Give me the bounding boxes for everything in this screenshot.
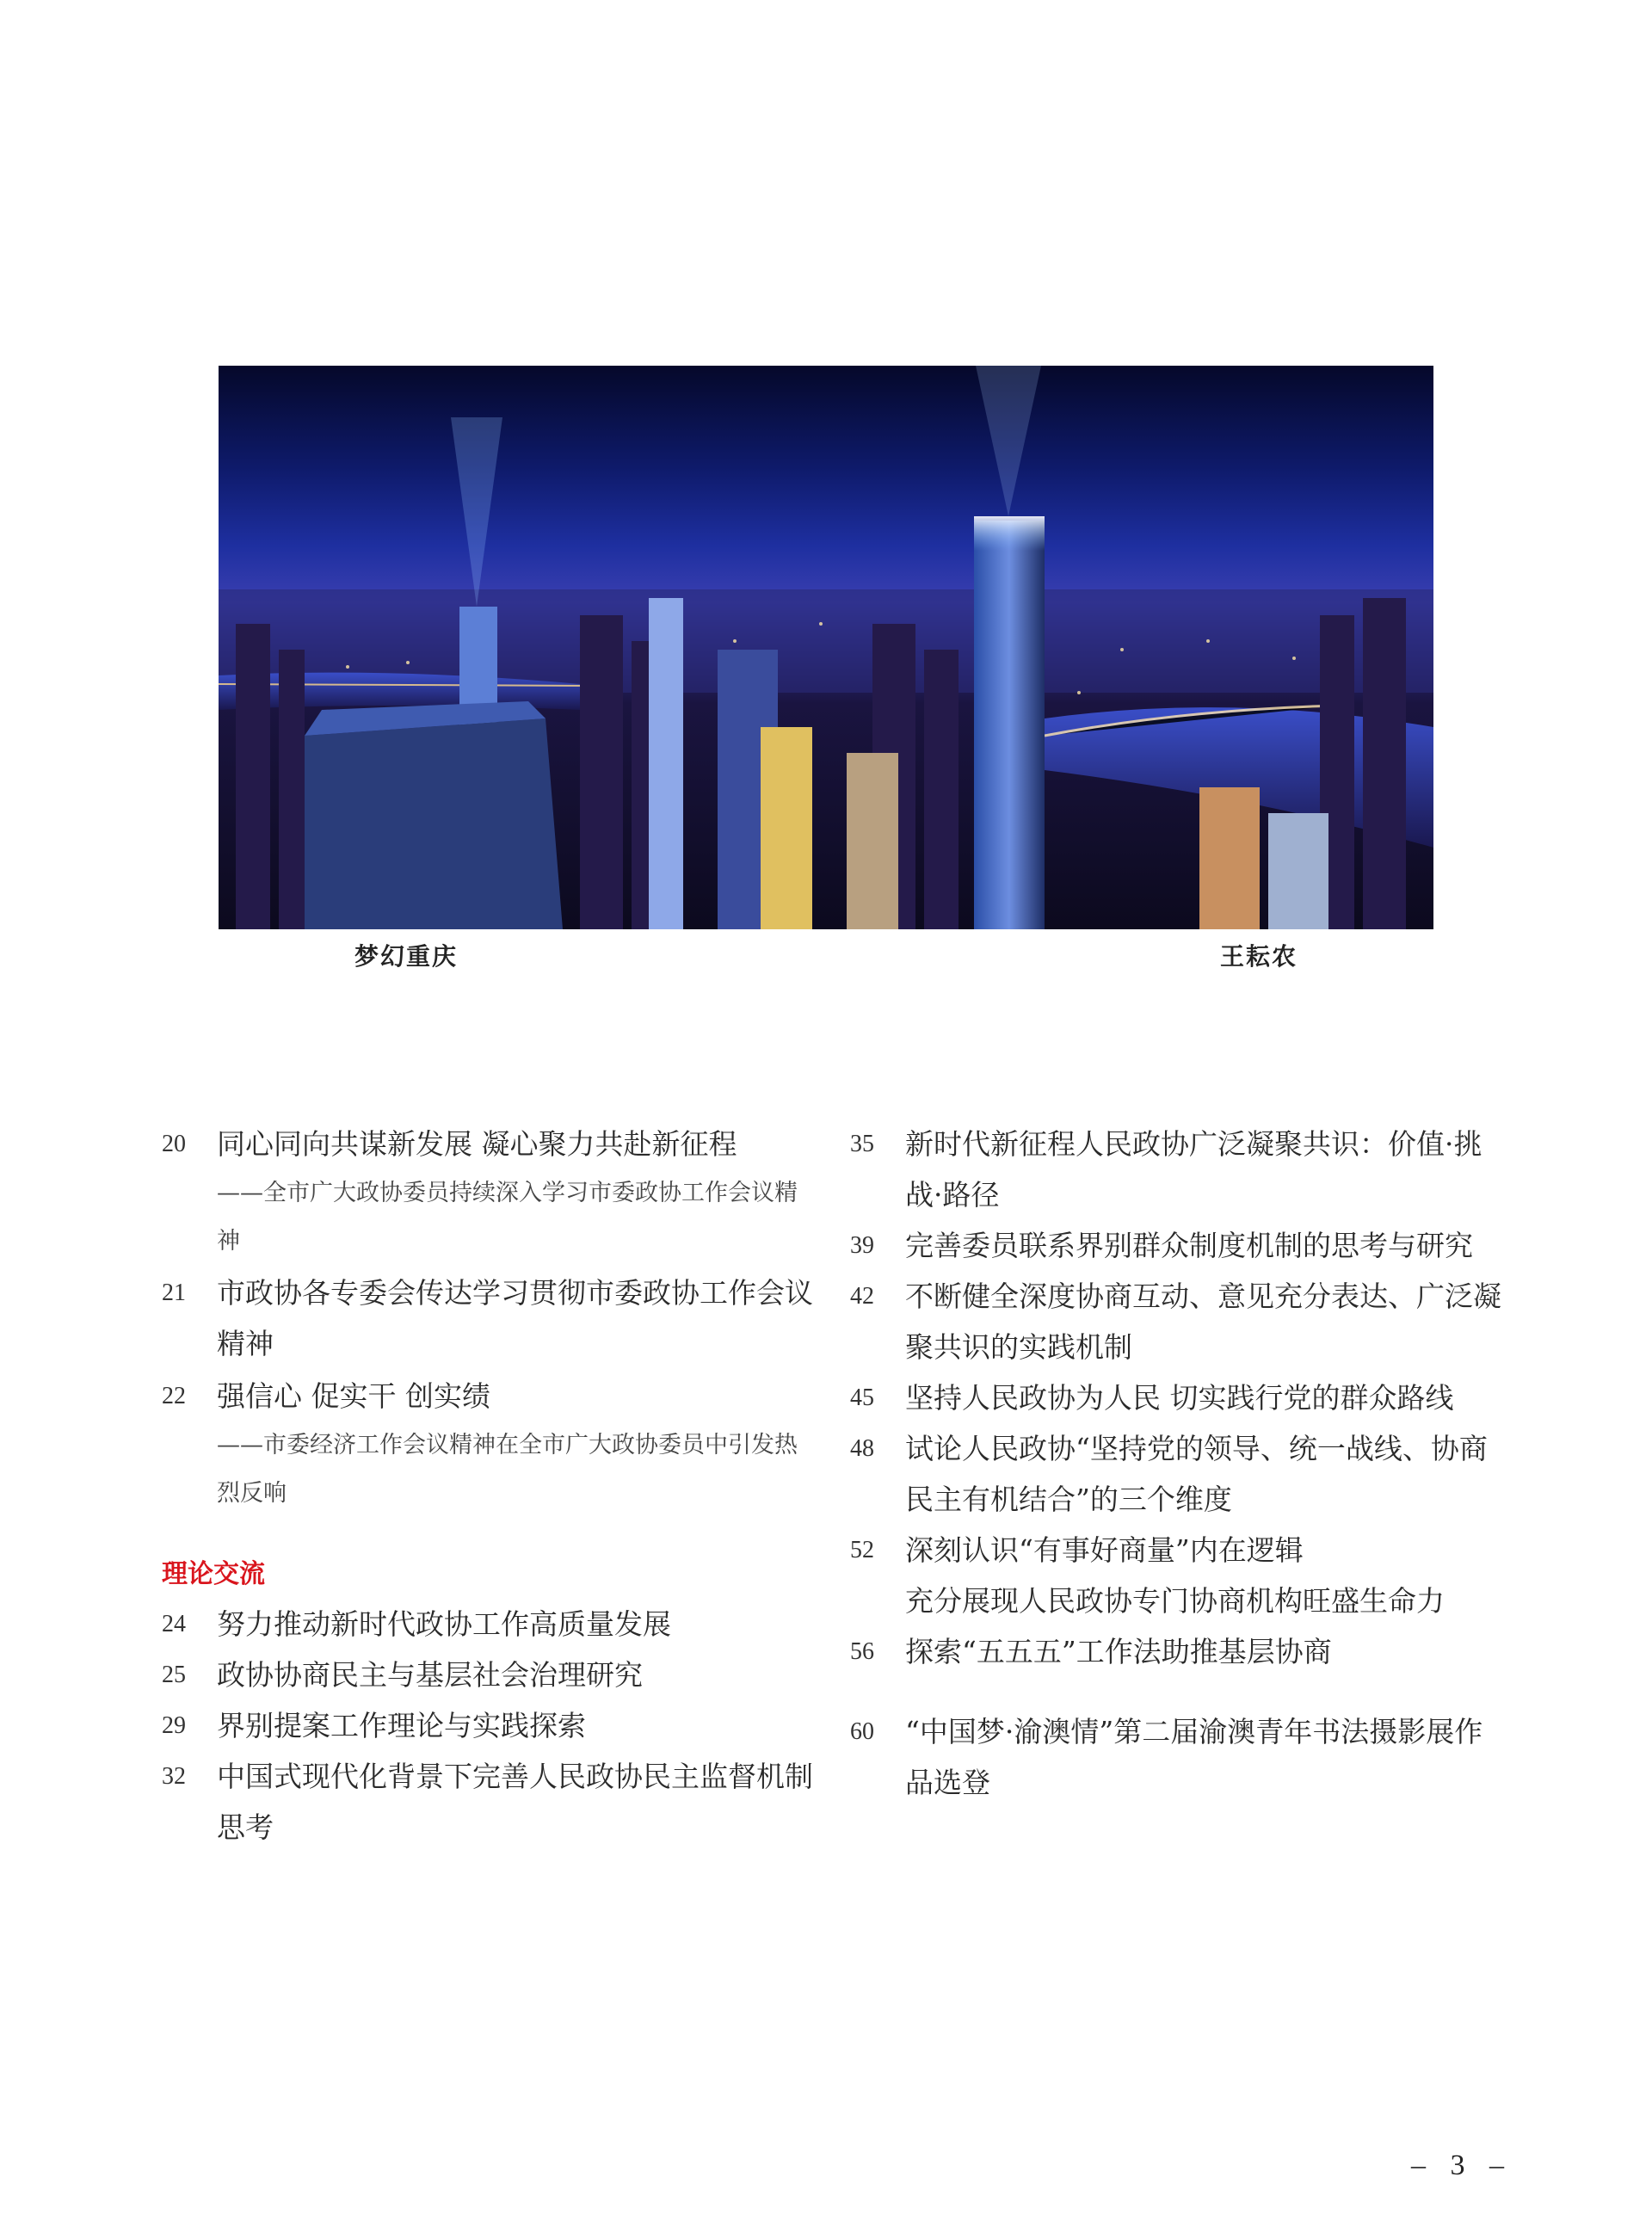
- toc-entry[interactable]: [850, 1220, 1504, 1271]
- toc-entry[interactable]: [162, 1751, 816, 1853]
- toc-title: 努力推动新时代政协工作高质量发展: [217, 1607, 671, 1641]
- toc-right-column: [850, 1119, 1504, 1808]
- toc-entry[interactable]: [162, 1267, 816, 1369]
- photo-title: 梦幻重庆: [354, 942, 459, 971]
- toc-entry[interactable]: [850, 1119, 1504, 1220]
- toc-entry[interactable]: [850, 1706, 1504, 1808]
- toc-page-number: 22: [162, 1383, 186, 1409]
- toc-title: 试论人民政协“坚持党的领导、统一战线、协商民主有机结合”的三个维度: [905, 1432, 1488, 1516]
- toc-entry[interactable]: [850, 1626, 1504, 1677]
- toc-title-line2: 充分展现人民政协专门协商机构旺盛生命力: [905, 1584, 1445, 1618]
- toc-title: 市政协各专委会传达学习贯彻市委政协工作会议精神: [217, 1276, 813, 1360]
- toc-page-number: 56: [850, 1638, 874, 1665]
- toc-entry[interactable]: [162, 1371, 816, 1518]
- toc-entry[interactable]: [162, 1599, 816, 1649]
- toc-entry[interactable]: [162, 1649, 816, 1700]
- toc-title: 坚持人民政协为人民 切实践行党的群众路线: [905, 1381, 1454, 1415]
- toc-page-number: 25: [162, 1662, 186, 1688]
- toc-entry[interactable]: [162, 1700, 816, 1751]
- toc-page-number: 32: [162, 1763, 186, 1790]
- toc-title: 新时代新征程人民政协广泛凝聚共识：价值·挑战·路径: [905, 1127, 1482, 1212]
- toc-title: “中国梦·渝澳情”第二届渝澳青年书法摄影展作品选登: [905, 1715, 1483, 1799]
- toc-page-number: 39: [850, 1232, 874, 1259]
- toc-left-column: [162, 1119, 816, 1853]
- toc-title: 完善委员联系界别群众制度机制的思考与研究: [905, 1229, 1473, 1262]
- toc-entry[interactable]: [162, 1119, 816, 1266]
- toc-title: 不断健全深度协商互动、意见充分表达、广泛凝聚共识的实践机制: [905, 1279, 1501, 1364]
- toc-title: 深刻认识“有事好商量”内在逻辑: [905, 1533, 1304, 1567]
- toc-page-number: 42: [850, 1283, 874, 1310]
- photo-author: 王耘农: [1220, 942, 1298, 971]
- toc-title: 政协协商民主与基层社会治理研究: [217, 1658, 643, 1692]
- page-number: – 3 –: [1411, 2149, 1513, 2181]
- skyline-illustration: [219, 366, 1433, 929]
- toc-subtitle: ——全市广大政协委员持续深入学习市委政协工作会议精神: [217, 1180, 798, 1255]
- toc-entry[interactable]: [850, 1423, 1504, 1525]
- city-night-photo: [219, 366, 1433, 929]
- toc-page-number: 52: [850, 1537, 874, 1563]
- toc-page-number: 60: [850, 1718, 874, 1745]
- toc-entry[interactable]: [850, 1525, 1504, 1626]
- toc-title: 同心同向共谋新发展 凝心聚力共赴新征程: [217, 1127, 737, 1161]
- toc-entry[interactable]: [850, 1271, 1504, 1372]
- toc-page-number: 24: [162, 1611, 186, 1637]
- toc-page-number: 29: [162, 1712, 186, 1739]
- toc-page-number: 45: [850, 1384, 874, 1411]
- toc-subtitle: ——市委经济工作会议精神在全市广大政协委员中引发热烈反响: [217, 1432, 798, 1507]
- toc-title: 强信心 促实干 创实绩: [217, 1379, 490, 1413]
- toc-page-number: 35: [850, 1131, 874, 1157]
- toc-page-number: 21: [162, 1279, 186, 1306]
- toc-title: 界别提案工作理论与实践探索: [217, 1709, 586, 1742]
- section-title: 理论交流: [162, 1559, 265, 1589]
- toc-page-number: 48: [850, 1435, 874, 1462]
- toc-entry[interactable]: [850, 1372, 1504, 1423]
- toc-page-number: 20: [162, 1131, 186, 1157]
- toc-title: 探索“五五五”工作法助推基层协商: [905, 1635, 1332, 1668]
- toc-title: 中国式现代化背景下完善人民政协民主监督机制思考: [217, 1760, 813, 1844]
